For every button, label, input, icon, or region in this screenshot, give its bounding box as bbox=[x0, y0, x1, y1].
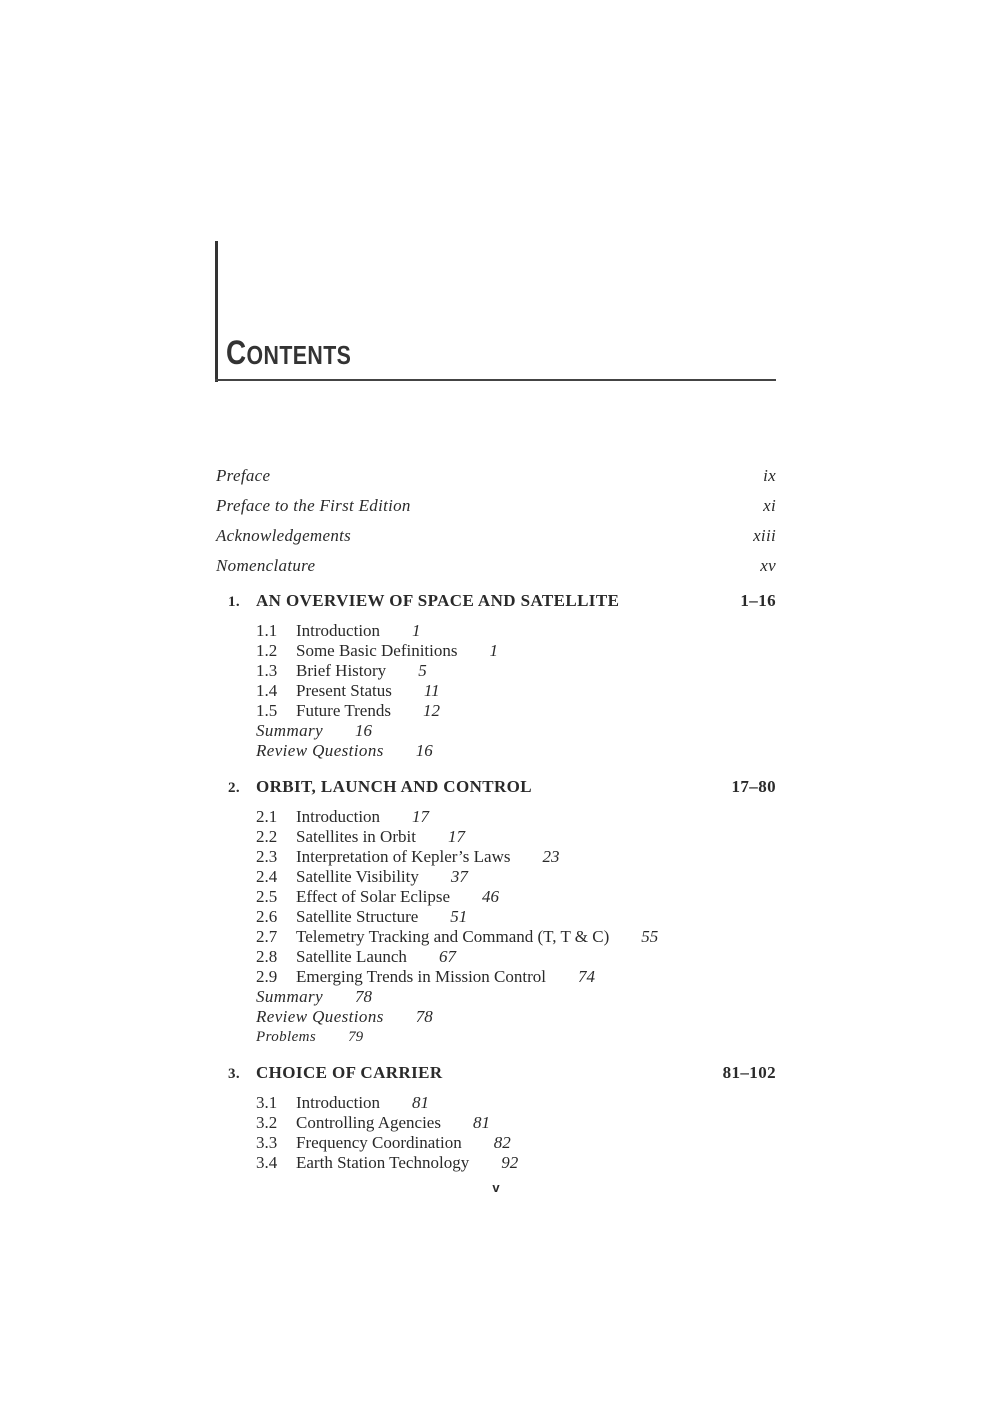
section-number: 2.7 bbox=[256, 927, 278, 946]
chapter-title-wrap bbox=[216, 777, 532, 797]
section-page: 1 bbox=[489, 641, 498, 660]
section-page: 1 bbox=[412, 621, 421, 640]
section-number: 1.2 bbox=[256, 641, 278, 660]
section-page: 46 bbox=[482, 887, 500, 906]
toc-entry[interactable] bbox=[256, 1027, 776, 1047]
toc-entry[interactable] bbox=[256, 661, 776, 681]
page-title bbox=[226, 334, 351, 373]
section-title: Problems bbox=[256, 1029, 317, 1045]
section-title: Summary bbox=[256, 987, 324, 1006]
section-number: 2.4 bbox=[256, 867, 278, 886]
section-page: 79 bbox=[348, 1029, 364, 1045]
section-page: 12 bbox=[422, 701, 440, 720]
section-page: 82 bbox=[493, 1133, 511, 1152]
toc-entry[interactable] bbox=[256, 847, 776, 867]
section-number: 3.3 bbox=[256, 1133, 278, 1152]
chapter-entries bbox=[216, 621, 776, 761]
section-title: Emerging Trends in Mission Control bbox=[296, 967, 546, 986]
section-title: Effect of Solar Eclipse bbox=[296, 887, 451, 906]
section-number: 2.5 bbox=[256, 887, 278, 906]
section-page: 17 bbox=[412, 807, 430, 826]
section-number: 1.5 bbox=[256, 701, 278, 720]
section-page: 78 bbox=[355, 987, 373, 1006]
section-title: Interpretation of Kepler’s Laws bbox=[296, 847, 511, 866]
section-page: 67 bbox=[438, 947, 456, 966]
section-number: 3.1 bbox=[256, 1093, 278, 1112]
section-title: Frequency Coordination bbox=[296, 1133, 462, 1152]
section-number: 2.6 bbox=[256, 907, 278, 926]
front-matter-label: Acknowledgements bbox=[216, 526, 352, 545]
toc-entry[interactable] bbox=[256, 907, 776, 927]
toc-entry[interactable] bbox=[256, 721, 776, 741]
title-horizontal-rule bbox=[215, 379, 776, 381]
toc-entry[interactable] bbox=[256, 947, 776, 967]
section-number: 2.9 bbox=[256, 967, 278, 986]
section-number: 1.4 bbox=[256, 681, 278, 700]
section-page: 23 bbox=[542, 847, 560, 866]
chapter-title-wrap bbox=[216, 1063, 443, 1083]
toc-entry[interactable] bbox=[256, 887, 776, 907]
section-page: 81 bbox=[472, 1113, 490, 1132]
toc-entry[interactable] bbox=[256, 1113, 776, 1133]
chapter-title: CHOICE OF CARRIER bbox=[256, 1063, 443, 1082]
section-title: Review Questions bbox=[256, 741, 384, 760]
section-number: 1.3 bbox=[256, 661, 278, 680]
section-title: Satellite Visibility bbox=[296, 867, 419, 886]
section-page: 55 bbox=[641, 927, 659, 946]
chapter-entries bbox=[216, 807, 776, 1047]
title-vertical-rule bbox=[215, 241, 218, 382]
section-title: Controlling Agencies bbox=[296, 1113, 441, 1132]
section-page: 37 bbox=[450, 867, 468, 886]
section-title: Some Basic Definitions bbox=[296, 641, 458, 660]
section-title: Summary bbox=[256, 721, 324, 740]
section-title: Satellite Launch bbox=[296, 947, 407, 966]
chapter-number: 3. bbox=[228, 1066, 241, 1082]
section-title: Earth Station Technology bbox=[296, 1153, 470, 1172]
section-title: Brief History bbox=[296, 661, 387, 680]
front-matter-label: Nomenclature bbox=[216, 556, 316, 575]
section-title: Present Status bbox=[296, 681, 392, 700]
page-title-rest: ONTENTS bbox=[246, 340, 352, 370]
section-page: 16 bbox=[355, 721, 373, 740]
section-title: Satellite Structure bbox=[296, 907, 419, 926]
front-matter-page: xiii bbox=[753, 526, 776, 545]
chapter-pages: 81–102 bbox=[722, 1063, 776, 1082]
section-title: Review Questions bbox=[256, 1007, 384, 1026]
section-number: 2.8 bbox=[256, 947, 278, 966]
section-title: Satellites in Orbit bbox=[296, 827, 416, 846]
toc-entry[interactable] bbox=[256, 827, 776, 847]
chapter-entries bbox=[216, 1093, 776, 1173]
section-title: Telemetry Tracking and Command (T, T & C) bbox=[296, 927, 610, 946]
chapter-title-wrap bbox=[216, 591, 619, 611]
chapter-number: 2. bbox=[228, 780, 241, 796]
toc-entry[interactable] bbox=[256, 621, 776, 641]
front-matter-page: ix bbox=[763, 466, 776, 485]
chapter-pages: 17–80 bbox=[731, 777, 776, 796]
front-matter-label: Preface bbox=[216, 466, 271, 485]
chapter-title: ORBIT, LAUNCH AND CONTROL bbox=[256, 777, 533, 796]
section-number: 3.2 bbox=[256, 1113, 278, 1132]
table-of-contents bbox=[216, 461, 776, 1173]
toc-entry[interactable] bbox=[256, 741, 776, 761]
chapter-number: 1. bbox=[228, 594, 241, 610]
front-matter-page: xv bbox=[760, 556, 776, 575]
toc-entry[interactable] bbox=[256, 807, 776, 827]
toc-entry[interactable] bbox=[256, 927, 776, 947]
section-page: 11 bbox=[423, 681, 440, 700]
section-number: 1.1 bbox=[256, 621, 278, 640]
section-number: 2.3 bbox=[256, 847, 278, 866]
page-title-initial: C bbox=[226, 334, 247, 372]
front-matter-item[interactable] bbox=[216, 551, 776, 581]
toc-entry[interactable] bbox=[256, 987, 776, 1007]
toc-entry[interactable] bbox=[256, 1133, 776, 1153]
section-page: 17 bbox=[447, 827, 465, 846]
toc-entry[interactable] bbox=[256, 967, 776, 987]
front-matter-item[interactable] bbox=[216, 461, 776, 491]
chapter-heading[interactable] bbox=[216, 1063, 776, 1083]
section-number: 2.2 bbox=[256, 827, 278, 846]
section-title: Introduction bbox=[296, 1093, 381, 1112]
front-matter-page: xi bbox=[763, 496, 776, 515]
toc-entry[interactable] bbox=[256, 701, 776, 721]
toc-entry[interactable] bbox=[256, 641, 776, 661]
page-folio: v bbox=[492, 1180, 500, 1195]
toc-entry[interactable] bbox=[256, 1007, 776, 1027]
toc-entry[interactable] bbox=[256, 681, 776, 701]
toc-entry[interactable] bbox=[256, 1153, 776, 1173]
section-page: 74 bbox=[578, 967, 595, 986]
section-page: 16 bbox=[415, 741, 433, 760]
section-page: 5 bbox=[418, 661, 427, 680]
chapter-heading[interactable] bbox=[216, 777, 776, 797]
front-matter-item[interactable] bbox=[216, 491, 776, 521]
front-matter-item[interactable] bbox=[216, 521, 776, 551]
toc-entry[interactable] bbox=[256, 1093, 776, 1113]
chapter-heading[interactable] bbox=[216, 591, 776, 611]
section-number: 2.1 bbox=[256, 807, 278, 826]
section-page: 51 bbox=[450, 907, 468, 926]
section-title: Introduction bbox=[296, 621, 381, 640]
section-title: Future Trends bbox=[296, 701, 391, 720]
section-page: 78 bbox=[415, 1007, 433, 1026]
section-page: 81 bbox=[412, 1093, 430, 1112]
section-page: 92 bbox=[501, 1153, 519, 1172]
chapter-pages: 1–16 bbox=[740, 591, 776, 610]
toc-entry[interactable] bbox=[256, 867, 776, 887]
front-matter-label: Preface to the First Edition bbox=[216, 496, 411, 515]
section-number: 3.4 bbox=[256, 1153, 278, 1172]
section-title: Introduction bbox=[296, 807, 381, 826]
chapter-title: AN OVERVIEW OF SPACE AND SATELLITE bbox=[256, 591, 620, 610]
